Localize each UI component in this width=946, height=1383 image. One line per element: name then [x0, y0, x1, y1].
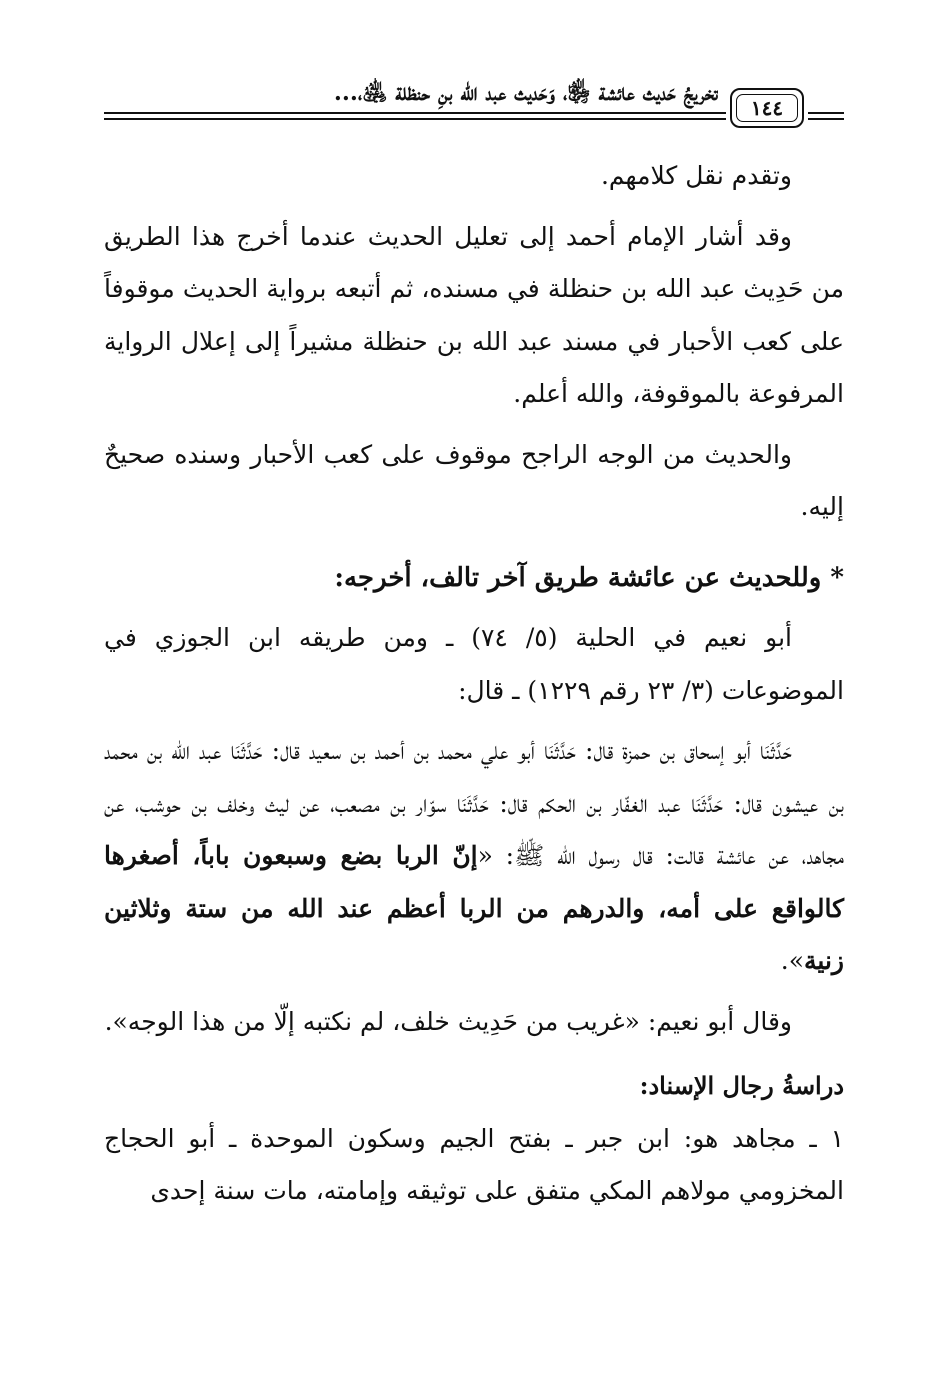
- header-rule: [104, 118, 726, 120]
- section-heading-text: وللحديث عن عائشة طريق آخر تالف، أخرجه:: [334, 562, 822, 593]
- asterisk-marker: *: [830, 562, 844, 593]
- header-rule: [808, 112, 844, 114]
- paragraph: أبو نعيم في الحلية (٥/ ٧٤) ـ ومن طريقه ابن الجوزي في الموضوعات (٣/ ٢٣ رقم ١٢٢٩) ـ قال:: [104, 623, 844, 705]
- header-title: تخريجُ حَديث عائشة ﵂، وَحَديث عبد الله بنِ حنظلة ﵁،...: [333, 79, 718, 106]
- hadith-chain-paragraph: [104, 725, 844, 988]
- header-rule: [808, 118, 844, 120]
- paragraph: وقد أشار الإمام أحمد إلى تعليل الحديث عندما أخرج هذا الطريق من حَدِيث عبد الله بن حنظلة في مسنده، ثم أتبعه برواية الحديث موقوفاً على كعب الأحبار في مسند عبد الله بن حنظلة مشيراً إلى إعلال الرواية المرفوعة بالموقوفة، والله أعلم.: [104, 221, 844, 408]
- paragraph: وقال أبو نعيم: «غريب من حَدِيث خلف، لم نكتبه إلّا من هذا الوجه».: [104, 1006, 792, 1036]
- subsection-title: دراسةُ رجال الإسناد:: [639, 1071, 844, 1100]
- header-rule: [104, 112, 726, 114]
- paragraph: وتقدم نقل كلامهم.: [600, 161, 792, 190]
- section-heading: [104, 552, 844, 605]
- isnad-text: حَدَّثَنَا أبو إسحاق بن حمزة قال: حَدَّثَنَا أبو علي محمد بن أحمد بن سعيد قال: حَدَّثَنَا عبد الله بن محمد بن عيشون قال: حَدَّثَنَا عبد الغفّار بن الحكم قال: حَدَّثَنَا سوّار بن مصعب، عن ليث وخلف بن حوشب، عن مجاهد، عن عائشة قالت: قال رسول الله ﷺ: «: [104, 736, 844, 870]
- narrator-entry: ١ ـ مجاهد هو: ابن جبر ـ بفتح الجيم وسكون الموحدة ـ أبو الحجاج المخزومي مولاهم المكي متفق على توثيقه وإمامته، مات سنة إحدى: [104, 1123, 844, 1205]
- page-body: [104, 150, 844, 1218]
- quote-close: ».: [780, 946, 805, 975]
- running-header: [104, 70, 844, 126]
- hadith-text: إنّ الربا بضع وسبعون باباً، أصغرها كالواقع على أمه، والدرهم من الربا أعظم عند الله من ستة وثلاثين زنية: [104, 841, 844, 975]
- page-number-frame: [730, 88, 804, 128]
- paragraph: والحديث من الوجه الراجح موقوف على كعب الأحبار وسنده صحيحٌ إليه.: [104, 439, 844, 521]
- page-number: ١٤٤: [736, 94, 798, 122]
